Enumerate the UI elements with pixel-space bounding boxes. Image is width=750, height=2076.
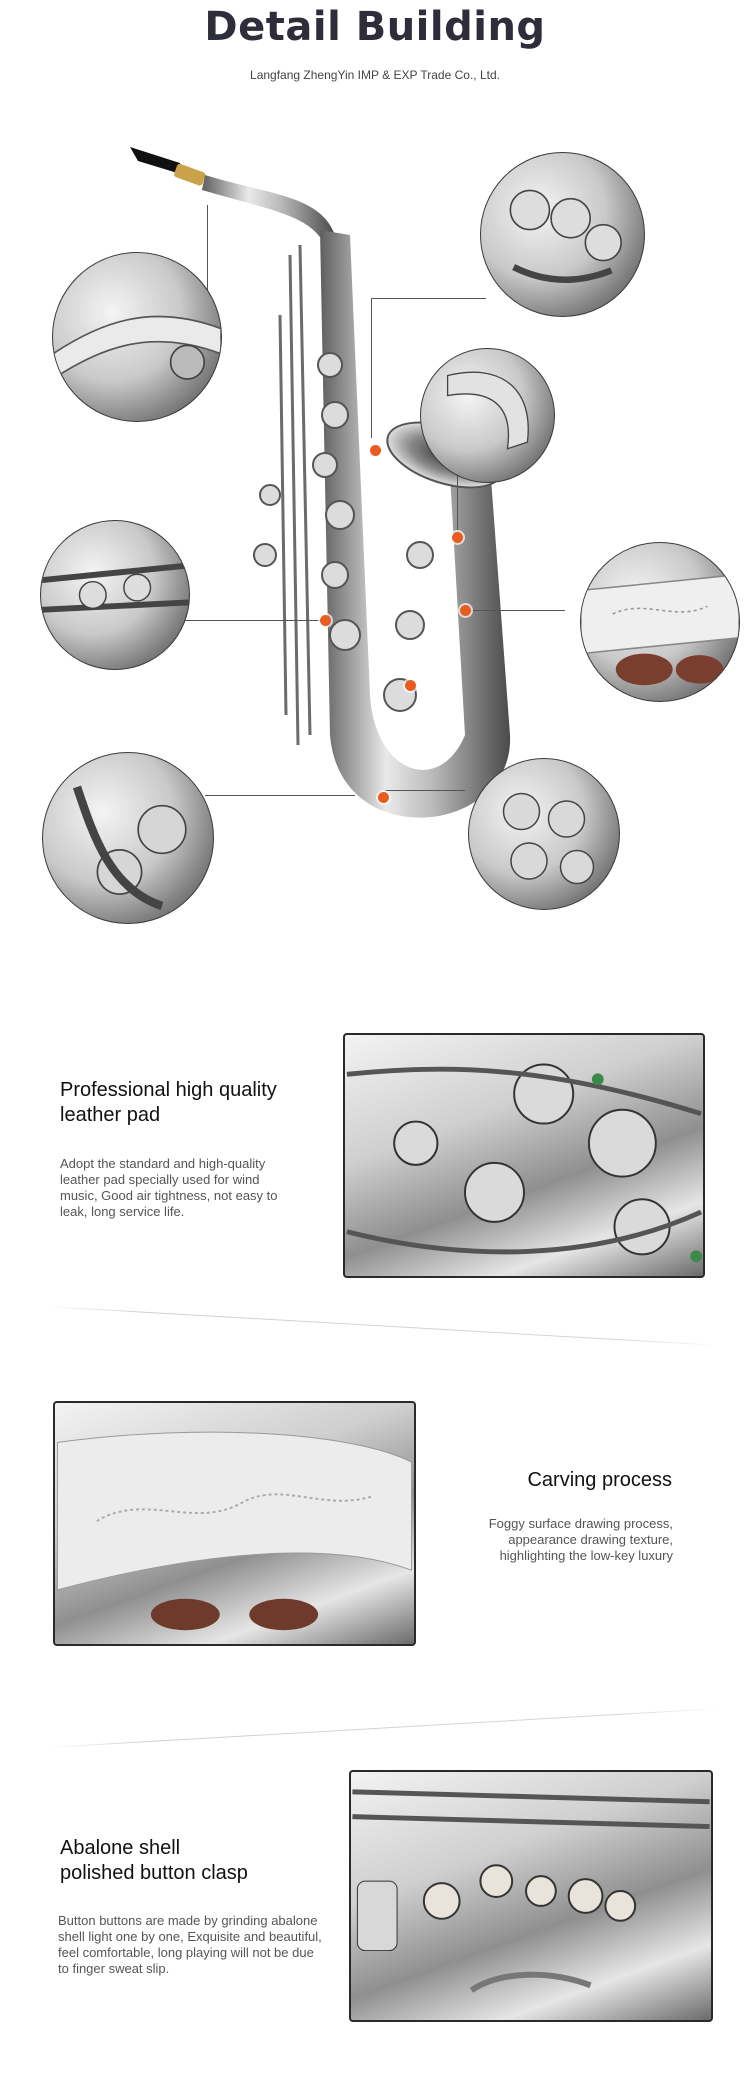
feature-title-abalone (60, 1836, 340, 1886)
feature-title-carving (420, 1468, 672, 1493)
description-line: highlighting the low-key luxury (499, 1548, 673, 1563)
detail-circle-key-guard (420, 348, 555, 483)
feature-description-carving (420, 1516, 673, 1564)
description-line: leak, long service life. (60, 1204, 185, 1219)
section-divider (45, 1708, 719, 1748)
photo-leather-pad (343, 1033, 705, 1278)
feature-title-line: Abalone shell (60, 1837, 181, 1859)
feature-title-line: leather pad (60, 1104, 161, 1126)
description-line: Button buttons are made by grinding abalone (58, 1913, 318, 1928)
feature-description-leather-pad (60, 1156, 320, 1220)
detail-circle-neck (52, 252, 222, 422)
saxophone-image (120, 135, 530, 835)
description-line: to finger sweat slip. (58, 1961, 170, 1976)
detail-circle-side-keys (40, 520, 190, 670)
detail-circle-pads (468, 758, 620, 910)
feature-title-line: Professional high quality (60, 1079, 277, 1101)
description-line: shell light one by one, Exquisite and beautiful, (58, 1929, 322, 1944)
detail-circle-low-keys (42, 752, 214, 924)
description-line: music, Good air tightness, not easy to (60, 1188, 278, 1203)
detail-marker-dot (405, 680, 416, 691)
photo-abalone-buttons (349, 1770, 713, 2022)
feature-title-line: polished button clasp (60, 1862, 248, 1884)
feature-title-line: Carving process (527, 1469, 672, 1491)
detail-marker-dot (370, 445, 381, 456)
leader-line (385, 790, 465, 791)
detail-circle-upper-keys (480, 152, 645, 317)
leader-line (465, 610, 565, 611)
description-line: Foggy surface drawing process, (488, 1516, 673, 1531)
leader-line (457, 470, 458, 530)
leader-line (207, 205, 208, 290)
leader-line (371, 298, 486, 299)
description-line: leather pad specially used for wind (60, 1172, 260, 1187)
leader-line (371, 298, 372, 438)
detail-circle-bell-engraving (580, 542, 740, 702)
company-subtitle: Langfang ZhengYin IMP & EXP Trade Co., Ltd. (250, 68, 500, 82)
page-title: Detail Building (204, 4, 546, 50)
detail-marker-dot (460, 605, 471, 616)
description-line: feel comfortable, long playing will not be due (58, 1945, 314, 1960)
detail-marker-dot (320, 615, 331, 626)
section-divider (45, 1306, 719, 1346)
leader-line (183, 620, 323, 621)
feature-description-abalone (58, 1913, 358, 1977)
description-line: appearance drawing texture, (508, 1532, 673, 1547)
photo-carving (53, 1401, 416, 1646)
description-line: Adopt the standard and high-quality (60, 1156, 266, 1171)
leader-line (205, 795, 355, 796)
detail-marker-dot (378, 792, 389, 803)
detail-marker-dot (452, 532, 463, 543)
feature-title-leather-pad (60, 1078, 340, 1128)
